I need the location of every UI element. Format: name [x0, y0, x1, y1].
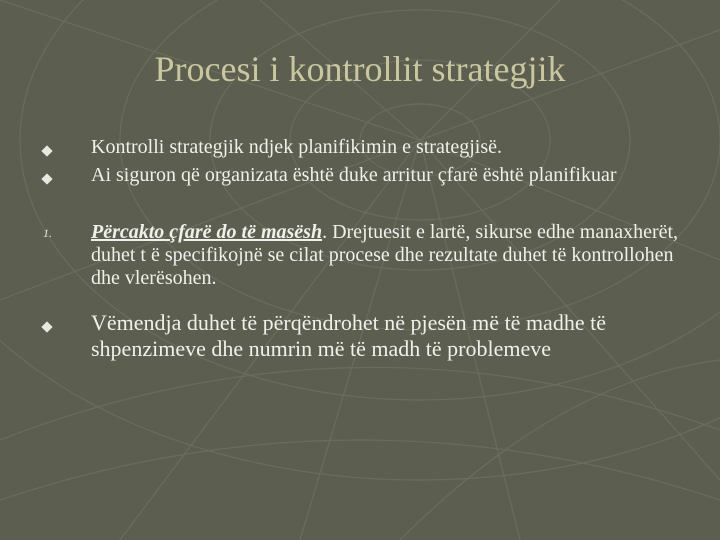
diamond-bullet-icon: [43, 170, 67, 188]
numbered-body: . Drejtuesit e lartë, sikurse edhe manaxherët, duhet t ë specifikojnë se cilat procese dhe rezultate duhet të kontrollohen dhe vlerësohen.: [91, 221, 679, 289]
item-number: 1.: [43, 226, 52, 240]
bullet-text: Ai siguron që organizata është duke arritur çfarë është planifikuar: [91, 164, 617, 186]
diamond-bullet-icon: [43, 318, 67, 336]
slide-title: Procesi i kontrollit strategjik: [154, 49, 566, 89]
bullet-text: Kontrolli strategjik ndjek planifikimin e strategjisë.: [91, 136, 503, 158]
numbered-text: [91, 221, 691, 290]
diamond-bullet-icon: [43, 142, 67, 160]
emphasis-text: Përcakto çfarë do të masësh: [91, 221, 323, 243]
bullet-text: Vëmendja duhet të përqëndrohet në pjesën më të madhe të shpenzimeve dhe numrin më të madh të problemeve: [91, 310, 606, 361]
